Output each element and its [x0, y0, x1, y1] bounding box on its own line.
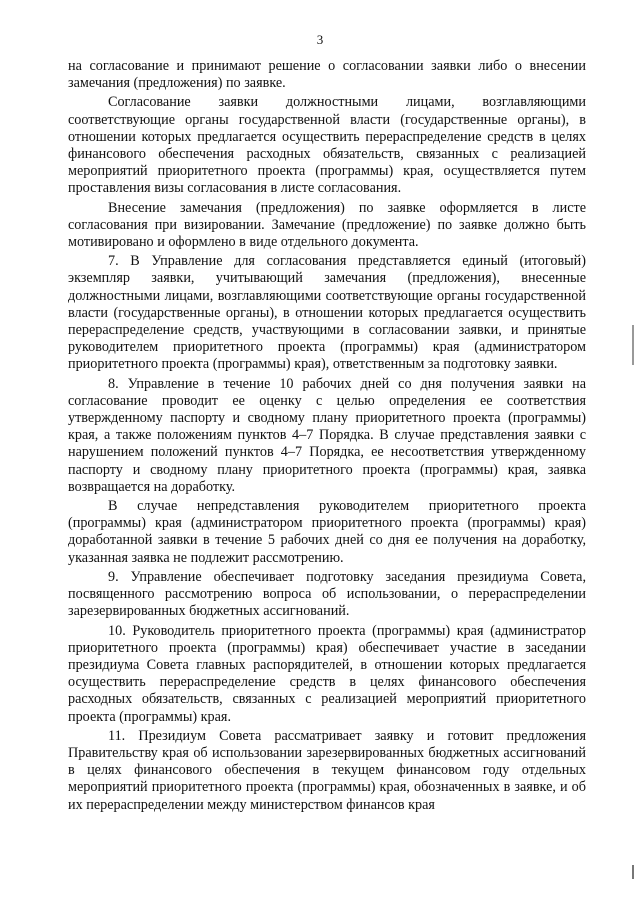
document-body: [68, 58, 586, 816]
paragraph-approval: Согласование заявки должностными лицами, возглавляющими соответствующие органы государственной власти (государственные органы), в отношении которых предлагается осуществить перераспределение средств в целях финансового обеспечения расходных обязательств, связанных с реализацией мероприятий приоритетного проекта (программы) края, осуществляется путем проставления визы согласования в листе согласования.: [68, 94, 586, 197]
paragraph-8: 8. Управление в течение 10 рабочих дней со дня получения заявки на согласование проводит ее оценку с целью определения ее соответствия утвержденному паспорту и сводному плану приоритетного проекта (программы) края, а также положениям пунктов 4–7 Порядка. В случае представления заявки с нарушением положений пунктов 4–7 Порядка, ее несоответствия утвержденному паспорту и сводному плану приоритетного проекта (программы) края, заявка возвращается на доработку.: [68, 375, 586, 495]
scan-edge-mark: [632, 865, 634, 879]
paragraph-11: 11. Президиум Совета рассматривает заявку и готовит предложения Правительству края об использовании зарезервированных бюджетных ассигнований в целях финансового обеспечения в текущем финансовом году отдельных мероприятий приоритетного проекта (программы) края, обозначенных в заявке, и об их перераспределении между министерством финансов края: [68, 727, 586, 813]
page-number: 3: [316, 32, 324, 47]
paragraph-7: 7. В Управление для согласования представляется единый (итоговый) экземпляр заявки, учитывающий замечания (предложения), внесенные должностными лицами, возглавляющими соответствующие органы государственной власти (государственные органы), в отношении которых предлагается осуществить перераспределение средств, участвующими в согласовании заявки, и принятые руководителем приоритетного проекта (программы) края (администратором приоритетного проекта (программы) края), ответственным за подготовку заявки.: [68, 253, 586, 373]
scan-edge-mark: [632, 325, 634, 365]
paragraph-8-continued: В случае непредставления руководителем приоритетного проекта (программы) края (администратором приоритетного проекта (программы) края) доработанной заявки в течение 5 рабочих дней со дня ее получения на доработку, указанная заявка не подлежит рассмотрению.: [68, 498, 586, 566]
paragraph-10: 10. Руководитель приоритетного проекта (программы) края (администратор приоритетного проекта (программы) края) обеспечивает участие в заседании президиума Совета главных распорядителей, в отношении которых предлагается осуществить перераспределение средств в целях финансового обеспечения расходных обязательств, связанных с реализацией мероприятий приоритетного проекта (программы) края.: [68, 622, 586, 725]
paragraph-9: 9. Управление обеспечивает подготовку заседания президиума Совета, посвященного рассмотрению вопроса об использовании, о перераспределении зарезервированных бюджетных ассигнований.: [68, 568, 586, 620]
paragraph-continuation: на согласование и принимают решение о согласовании заявки либо о внесении замечания (предложения) по заявке.: [68, 58, 586, 92]
paragraph-remarks: Внесение замечания (предложения) по заявке оформляется в листе согласования при визировании. Замечание (предложение) по заявке должно быть мотивировано и оформлено в виде отдельного документа.: [68, 199, 586, 251]
